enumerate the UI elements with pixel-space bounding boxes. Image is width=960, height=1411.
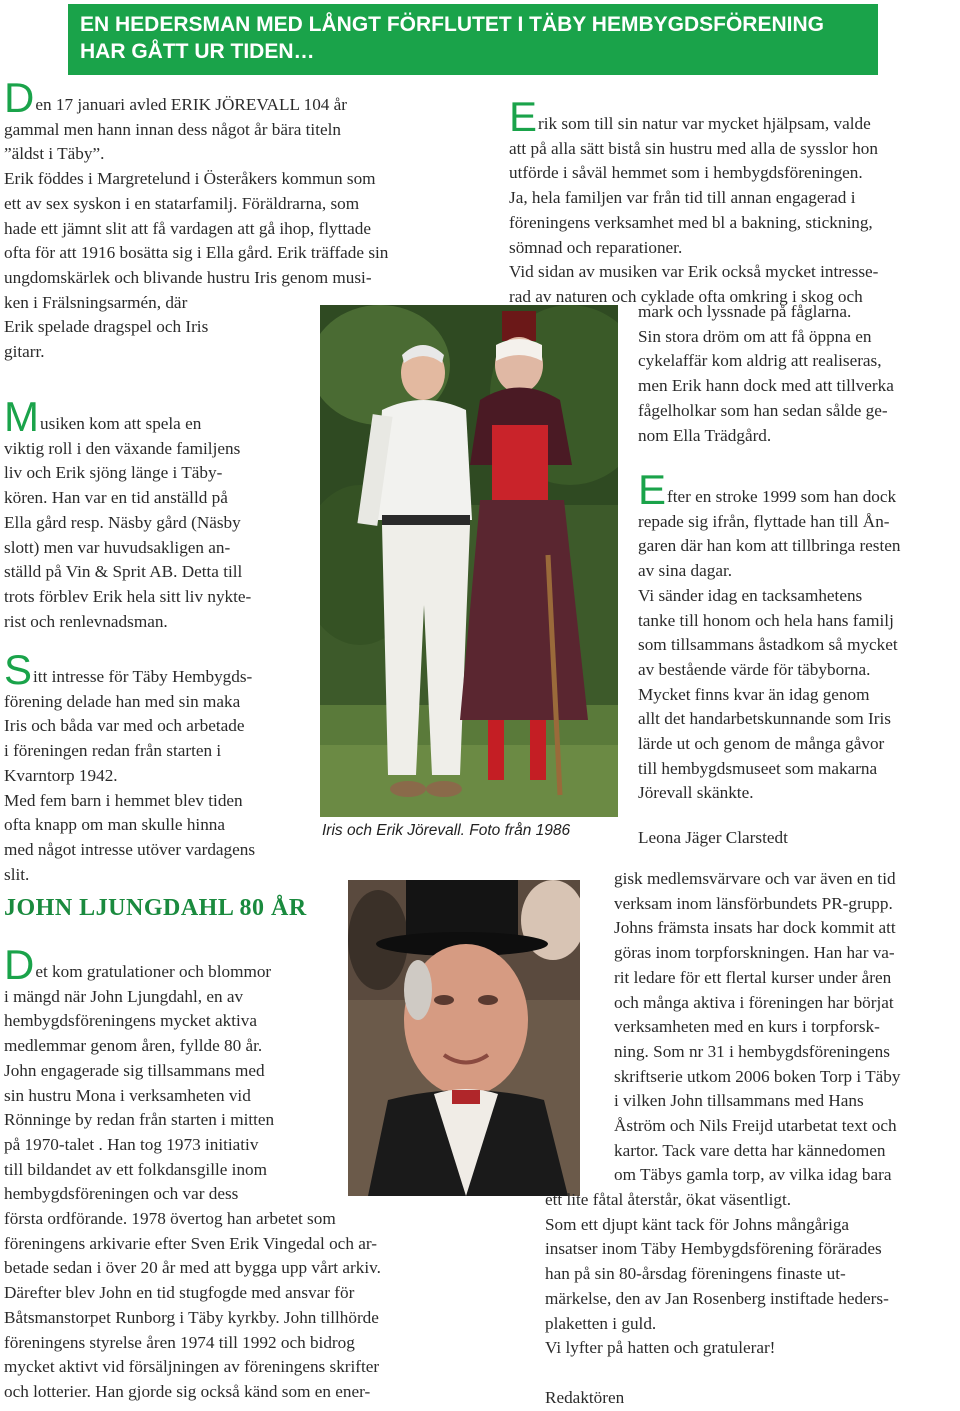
article2-right-paragraph-1 [614,867,901,1188]
text-line: i föreningen redan från starten i [4,741,222,761]
text-line: Erik föddes i Margretelund i Österåkers kommun som [4,169,376,189]
text-line: hade ett jämnt slit att få vardagen att gå ihop, flyttade [4,218,372,238]
text-line: usiken kom att spela en [40,414,202,433]
text-line: hembygdsföreningens mycket aktiva [4,1011,257,1031]
text-line: att på alla sätt bistå sin hustru med alla de sysslor hon [509,138,878,158]
text-line: Ja, hela familjen var från tid till annan engagerad i [509,188,856,208]
text-line: sömnad och reparationer. [509,237,683,257]
photo-john-ljungdahl [348,880,580,1196]
text-line: Ella gård resp. Näsby gård (Näsby [4,512,241,532]
text-line: gisk medlemsvärvare och var även en tid [614,869,896,888]
text-line: rist och renlevnadsman. [4,611,168,631]
text-line: mark och lyssnade på fåglarna. [638,302,852,321]
text-line: allt det handarbetskunnande som Iris [638,709,891,729]
photo-iris-and-erik [320,305,618,817]
text-line: Vi sänder idag en tacksamhetens [638,585,863,605]
text-line: Åström och Nils Freijd utarbetat text och [614,1116,897,1136]
article1-paragraph-1 [4,74,389,365]
text-line: av bestående värde för täbyborna. [638,659,871,679]
article2-paragraph-1 [4,941,381,1405]
text-line: ofta knapp om man skulle hinna [4,815,226,835]
text-line: föreningens arkivarie efter Sven Erik Vingedal och ar- [4,1233,377,1253]
text-line: liv och Erik sjöng länge i Täby- [4,463,223,483]
text-line: Vid sidan av musiken var Erik också mycket intresse- [509,262,879,282]
text-line: i mängd när John Ljungdahl, en av [4,986,244,1006]
text-line: betade sedan i över 20 år med att bygga upp vårt arkiv. [4,1258,381,1278]
headline-line-1: EN HEDERSMAN MED LÅNGT FÖRFLUTET I TÄBY HEMBYGDSFÖRENING [80,13,824,36]
text-line: ”äldst i Täby”. [4,144,105,164]
text-line: Vi lyfter på hatten och gratulerar! [545,1338,776,1358]
text-line: ungdomskärlek och blivande hustru Iris genom musi- [4,267,372,287]
headline-banner [68,4,878,75]
text-line: i vilken John tillsammans med Hans [614,1091,864,1111]
text-line: ning. Som nr 31 i hembygdsföreningens [614,1041,890,1061]
headline-line-2: HAR GÅTT UR TIDEN… [80,40,315,63]
dropcap-e: E [509,93,538,140]
text-line: tanke till honom och hela hans familj [638,610,894,630]
text-line: ken i Frälsningsarmén, där [4,292,188,312]
text-line: till bildandet av ett folkdansgille inom [4,1159,268,1179]
article1-right-paragraph-1 [509,93,879,310]
article1-right-paragraph-2 [638,300,894,448]
text-line: medlemmar genom åren, fyllde 80 år. [4,1036,263,1056]
text-line: Jörevall skänkte. [638,783,754,803]
text-line: sin hustru Mona i verksamheten vid [4,1085,251,1105]
text-line: et kom gratulationer och blommor [35,962,272,981]
text-line: ett av sex syskon i en statarfamilj. Föräldrarna, som [4,193,360,213]
article1-signature: Leona Jäger Clarstedt [638,828,788,847]
text-line: slott) men var huvudsakligen an- [4,537,231,557]
text-line: viktig roll i den växande familjens [4,438,241,458]
article2-heading: JOHN LJUNGDAHL 80 ÅR [4,895,307,921]
text-line: fågelholkar som han sedan sålde ge- [638,400,888,420]
text-line: skriftserie utkom 2006 boken Torp i Täby [614,1066,901,1086]
text-line: förening delade han med sin maka [4,691,241,711]
photo-caption: Iris och Erik Jörevall. Foto från 1986 [322,822,571,839]
dropcap-m: M [4,393,39,440]
text-line: men Erik hann dock med att tillverka [638,376,894,396]
article2-signature: Redaktören [545,1388,625,1407]
text-line: Kvarntorp 1942. [4,765,118,785]
text-line: med något intresse utöver vardagens [4,839,256,859]
text-line: ett lite fåtal återstår, ökat väsentligt. [545,1190,792,1209]
dropcap-s: S [4,646,33,693]
article2-right-paragraph-2 [545,1188,889,1361]
text-line: göras inom torpforskningen. Han har va- [614,943,895,963]
text-line: mycket aktivt vid försäljningen av föreningens skrifter [4,1357,380,1377]
text-line: Iris och båda var med och arbetade [4,716,245,736]
text-line: verksamheten med en kurs i torpforsk- [614,1017,880,1037]
dropcap-d: D [4,74,35,121]
article1-right-paragraph-3 [638,466,901,806]
text-line: lärde ut och genom de många gåvor [638,734,885,754]
text-line: cykelaffär kom aldrig att realiseras, [638,351,882,371]
text-line: på 1970-talet . Han tog 1973 initiativ [4,1134,259,1154]
text-line: ställd på Vin & Sprit AB. Detta till [4,562,243,582]
text-line: Med fem barn i hemmet blev tiden [4,790,243,810]
text-line: slit. [4,864,30,884]
photo-iris-and-erik-image [320,305,618,817]
dropcap-e-2: E [638,466,667,513]
text-line: plaketten i guld. [545,1313,657,1333]
text-line: till hembygdsmuseet som makarna [638,758,878,778]
text-line: Båtsmanstorpet Runborg i Täby kyrkby. John tillhörde [4,1307,379,1327]
text-line: itt intresse för Täby Hembygds- [33,667,253,686]
text-line: och lotterier. Han gjorde sig också känd som en ener- [4,1381,371,1401]
text-line: utförde i såväl hemmet som i hembygdsföreningen. [509,163,863,183]
article1-paragraph-2 [4,393,252,634]
text-line: rad av naturen och cyklade ofta omkring i skog och [509,286,863,306]
text-line: rik som till sin natur var mycket hjälpsam, valde [538,114,871,133]
text-line: ofta för att 1916 bosätta sig i Ella gård. Erik träffade sin [4,243,389,263]
text-line: hembygdsföreningen och var dess [4,1184,239,1204]
text-line: Därefter blev John en tid stugfogde med ansvar för [4,1283,355,1303]
text-line: Erik spelade dragspel och Iris [4,317,209,337]
article1-paragraph-3 [4,646,256,887]
text-line: en 17 januari avled ERIK JÖREVALL 104 år [35,95,348,114]
text-line: Som ett djupt känt tack för Johns mångåriga [545,1214,850,1234]
text-line: fter en stroke 1999 som han dock [667,487,897,506]
text-line: nom Ella Trädgård. [638,425,772,445]
text-line: om Täbys gamla torp, av vilka idag bara [614,1165,892,1185]
dropcap-d-2: D [4,941,35,988]
text-line: repade sig ifrån, flyttade han till Ån- [638,511,890,531]
text-line: kören. Han var en tid anställd på [4,488,228,508]
text-line: och många aktiva i föreningen har börjat [614,992,894,1012]
text-line: märkelse, den av Jan Rosenberg instiftade heders- [545,1288,889,1308]
text-line: kartor. Tack vare detta har kännedomen [614,1140,886,1160]
text-line: Mycket finns kvar än idag genom [638,684,870,704]
text-line: han på sin 80-årsdag föreningens finaste ut- [545,1264,846,1284]
text-line: som tillsammans åstadkom så mycket [638,635,898,655]
photo-john-ljungdahl-image [348,880,580,1196]
text-line: första ordförande. 1978 övertog han arbetet som [4,1209,336,1229]
text-line: gammal men hann innan dess något år bära titeln [4,119,341,139]
text-line: rit ledare för ett flertal kurser under åren [614,967,892,987]
text-line: Rönninge by redan från starten i mitten [4,1110,275,1130]
text-line: Johns främsta insats har dock kommit att [614,918,896,938]
text-line: gitarr. [4,342,45,362]
text-line: verksam inom länsförbundets PR-grupp. [614,893,893,913]
text-line: föreningens verksamhet med bl a bakning, stickning, [509,212,873,232]
text-line: insatser inom Täby Hembygdsförening förärades [545,1239,882,1259]
text-line: av sina dagar. [638,561,733,581]
text-line: garen där han kom att tillbringa resten [638,536,901,556]
text-line: trots förblev Erik hela sitt liv nykte- [4,586,252,606]
text-line: föreningens styrelse åren 1974 till 1992 och bidrog [4,1332,355,1352]
text-line: John engagerade sig tillsammans med [4,1060,265,1080]
text-line: Sin stora dröm om att få öppna en [638,326,872,346]
